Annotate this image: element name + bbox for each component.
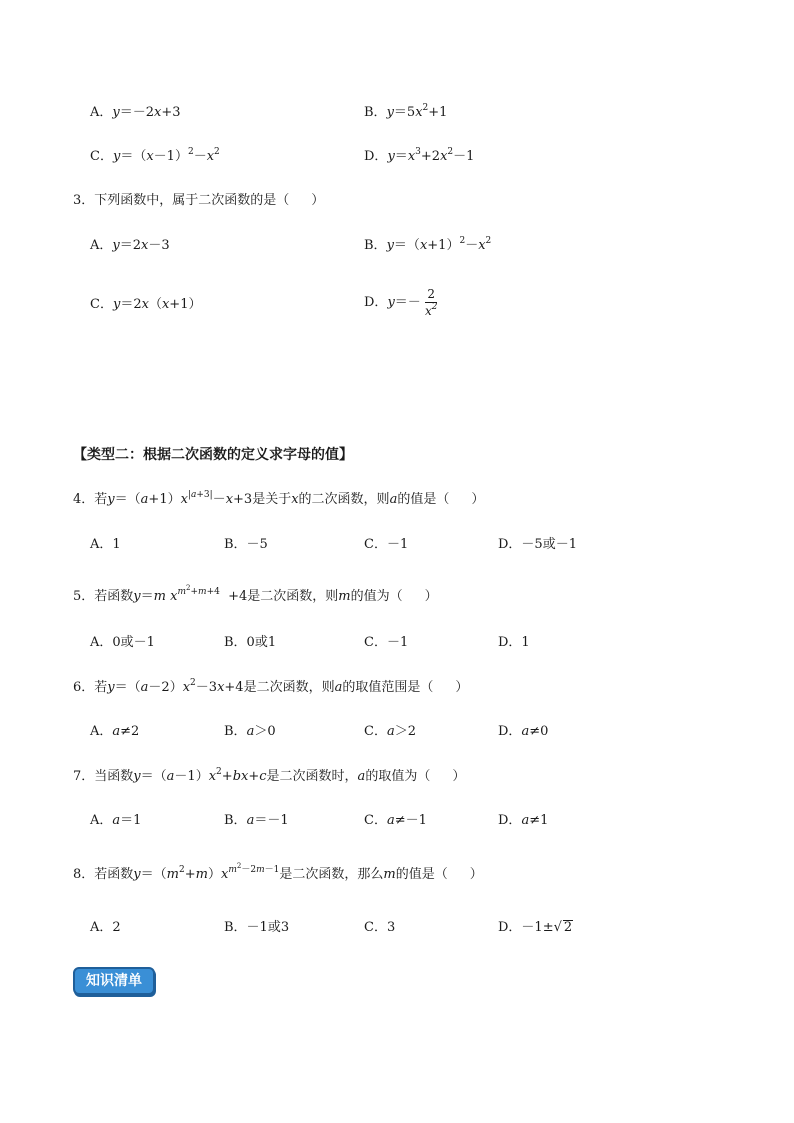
q7-option-b: B．a＝－1 xyxy=(224,813,289,828)
q3-option-b: B．$y=(x+1)^2-x^2$ xyxy=(364,236,492,253)
knowledge-list-badge: 知识清单 xyxy=(73,967,155,995)
q5-option-a: A．0或－1 xyxy=(90,635,155,650)
q5-stem: 5．若函数y＝m $x^{m^2+m+4} +4$是二次函数，则m的值为（ ） xyxy=(73,584,438,604)
sqrt-icon: √ xyxy=(553,920,562,935)
q5-option-b: B．0或1 xyxy=(224,635,277,650)
q8-option-c: C．3 xyxy=(364,920,396,935)
fraction: $\frac{2}{x^2}$ xyxy=(424,287,438,318)
q3-option-d: D．y＝－ $\frac{2}{x^2}$ xyxy=(364,287,438,318)
q2-option-c: C．$y=(x-1)^2-x^2$ xyxy=(90,147,220,164)
q8-option-a: A．2 xyxy=(90,920,121,935)
q7-option-c: C．a≠－1 xyxy=(364,813,427,828)
q3-stem: 3．下列函数中，属于二次函数的是（ ） xyxy=(73,193,325,208)
q6-option-d: D．a≠0 xyxy=(498,724,549,739)
q8-stem: 8．若函数$y=(m^2+m)x^{m^2-2m-1}$是二次函数，那么m的值是（ ） xyxy=(73,862,483,882)
q7-option-d: D．a≠1 xyxy=(498,813,549,828)
section-title: 【类型二：根据二次函数的定义求字母的值】 xyxy=(73,447,353,463)
q4-option-d: D．－5或－1 xyxy=(498,537,577,552)
q5-option-c: C．－1 xyxy=(364,635,409,650)
q6-option-a: A．a≠2 xyxy=(90,724,140,739)
q2-option-d: D．$y=x^3+2x^2-1$ xyxy=(364,147,475,164)
q6-option-b: B．a＞0 xyxy=(224,724,276,739)
q3-option-c: C．y＝2x（x+1） xyxy=(90,297,202,312)
q6-stem: 6．若$y=(a-2)x^2-3x+4$是二次函数，则a的取值范围是（ ） xyxy=(73,678,469,695)
q7-option-a: A．a＝1 xyxy=(90,813,142,828)
q8-option-b: B．－1或3 xyxy=(224,920,290,935)
q8-option-d: D．－1±√ 2 xyxy=(498,920,573,935)
q7-stem: 7．当函数$y=(a-1)x^2+bx+c$是二次函数时，a的取值为（ ） xyxy=(73,767,466,784)
q6-option-c: C．a＞2 xyxy=(364,724,416,739)
q4-stem: 4．若$y=(a+1)x^{|a+3|}-x+3$是关于x的二次函数，则a的值是（ ） xyxy=(73,490,485,507)
q3-option-a: A．y＝2x－3 xyxy=(90,238,170,253)
q5-option-d: D．1 xyxy=(498,635,530,650)
q4-option-a: A．1 xyxy=(90,537,121,552)
q2-option-b: B．$y=5x^2+1$ xyxy=(364,103,448,120)
q4-option-c: C．－1 xyxy=(364,537,409,552)
q4-option-b: B．－5 xyxy=(224,537,268,552)
q2-option-a: A．y＝－2x+3 xyxy=(90,105,181,120)
